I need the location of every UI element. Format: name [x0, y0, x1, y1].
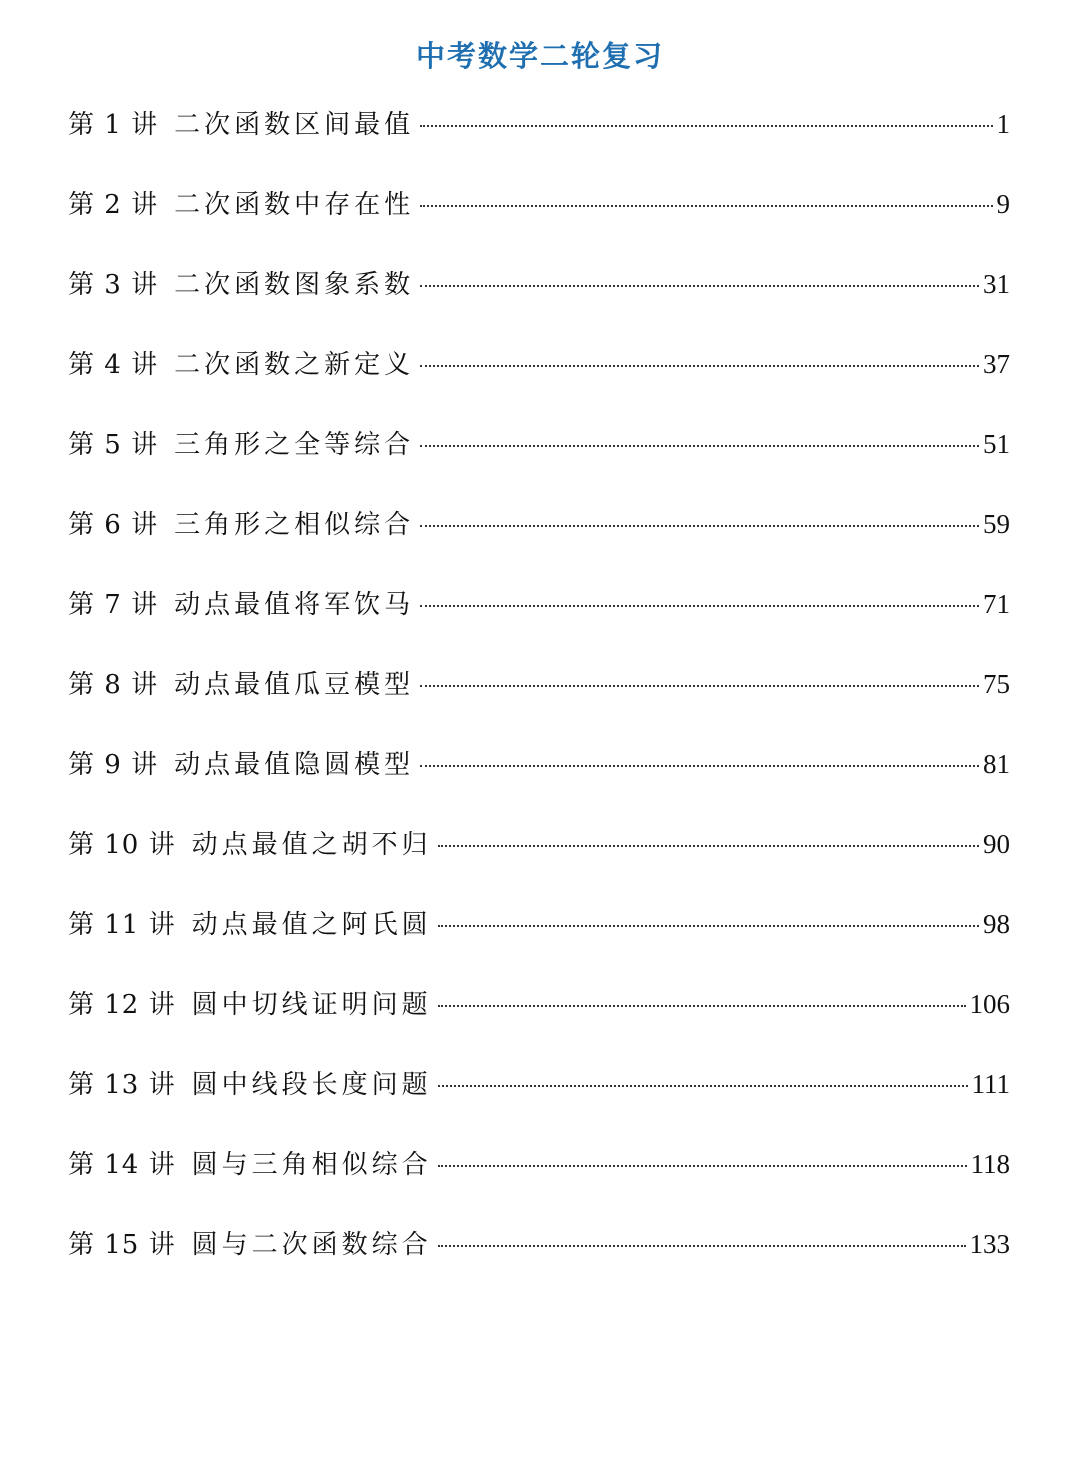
toc-entry-page-number: 133: [969, 1229, 1010, 1259]
toc-entry-10[interactable]: [68, 804, 1010, 884]
toc-entry-title: 圆中切线证明问题: [191, 990, 432, 1020]
toc-entry-title: 动点最值之阿氏圆: [191, 910, 432, 940]
dot-leader: [420, 683, 979, 687]
toc-entry-page-number: 9: [996, 189, 1010, 219]
toc-entry-page-number: 111: [971, 1069, 1010, 1099]
toc-entry-page-number: 37: [983, 349, 1010, 379]
toc-entry-14[interactable]: [68, 1124, 1010, 1204]
toc-entry-7[interactable]: [68, 564, 1010, 644]
toc-entry-label: 第 9 讲: [68, 750, 159, 780]
toc-entry-label: 第 7 讲: [68, 590, 159, 620]
toc-entry-title: 动点最值将军饮马: [174, 590, 415, 620]
dot-leader: [438, 1003, 966, 1007]
dot-leader: [420, 523, 979, 527]
toc-entry-label: 第 3 讲: [68, 270, 159, 300]
toc-entry-page-number: 81: [983, 749, 1010, 779]
toc-entry-page-number: 106: [969, 989, 1010, 1019]
dot-leader: [420, 443, 979, 447]
toc-entry-title: 圆与二次函数综合: [191, 1230, 432, 1260]
toc-entry-title: 二次函数之新定义: [174, 350, 415, 380]
toc-entry-label: 第 2 讲: [68, 190, 159, 220]
toc-entry-page-number: 31: [983, 269, 1010, 299]
toc-entry-page-number: 75: [983, 669, 1010, 699]
toc-entry-8[interactable]: [68, 644, 1010, 724]
toc-entry-title: 动点最值瓜豆模型: [174, 670, 415, 700]
toc-entry-label: 第 1 讲: [68, 110, 159, 140]
dot-leader: [420, 283, 979, 287]
toc-entry-4[interactable]: [68, 324, 1010, 404]
toc-entry-title: 圆中线段长度问题: [191, 1070, 432, 1100]
toc-entry-label: 第 4 讲: [68, 350, 159, 380]
dot-leader: [438, 1163, 967, 1167]
toc-entry-title: 动点最值隐圆模型: [174, 750, 415, 780]
toc-entry-6[interactable]: [68, 484, 1010, 564]
toc-entry-15[interactable]: [68, 1204, 1010, 1284]
toc-entry-3[interactable]: [68, 244, 1010, 324]
toc-entry-label: 第 12 讲: [68, 990, 176, 1020]
toc-entry-title: 动点最值之胡不归: [191, 830, 432, 860]
toc-entry-label: 第 8 讲: [68, 670, 159, 700]
toc-entry-1[interactable]: [68, 84, 1010, 164]
toc-entry-page-number: 71: [983, 589, 1010, 619]
document-title: 中考数学二轮复习: [415, 39, 664, 73]
toc-entry-2[interactable]: [68, 164, 1010, 244]
toc-entry-title: 二次函数中存在性: [174, 190, 415, 220]
toc-entry-page-number: 59: [983, 509, 1010, 539]
toc-entry-page-number: 98: [983, 909, 1010, 939]
toc-entry-label: 第 5 讲: [68, 430, 159, 460]
toc-entry-label: 第 15 讲: [68, 1230, 176, 1260]
table-of-contents: [68, 84, 1010, 1284]
toc-entry-title: 三角形之全等综合: [174, 430, 415, 460]
toc-entry-title: 圆与三角相似综合: [191, 1150, 432, 1180]
toc-entry-title: 三角形之相似综合: [174, 510, 415, 540]
toc-entry-13[interactable]: [68, 1044, 1010, 1124]
toc-entry-9[interactable]: [68, 724, 1010, 804]
dot-leader: [420, 363, 979, 367]
toc-entry-title: 二次函数图象系数: [174, 270, 415, 300]
toc-entry-title: 二次函数区间最值: [174, 110, 415, 140]
toc-entry-label: 第 6 讲: [68, 510, 159, 540]
toc-entry-label: 第 10 讲: [68, 830, 176, 860]
toc-entry-11[interactable]: [68, 884, 1010, 964]
dot-leader: [438, 1243, 966, 1247]
toc-entry-page-number: 90: [983, 829, 1010, 859]
dot-leader: [420, 203, 992, 207]
dot-leader: [420, 763, 979, 767]
toc-entry-page-number: 51: [983, 429, 1010, 459]
dot-leader: [420, 123, 992, 127]
toc-entry-page-number: 1: [996, 109, 1010, 139]
toc-entry-label: 第 14 讲: [68, 1150, 176, 1180]
dot-leader: [420, 603, 979, 607]
toc-entry-label: 第 13 讲: [68, 1070, 176, 1100]
toc-entry-5[interactable]: [68, 404, 1010, 484]
dot-leader: [438, 843, 979, 847]
dot-leader: [438, 923, 979, 927]
toc-entry-page-number: 118: [970, 1149, 1010, 1179]
dot-leader: [438, 1083, 968, 1087]
toc-entry-label: 第 11 讲: [68, 910, 176, 940]
toc-entry-12[interactable]: [68, 964, 1010, 1044]
